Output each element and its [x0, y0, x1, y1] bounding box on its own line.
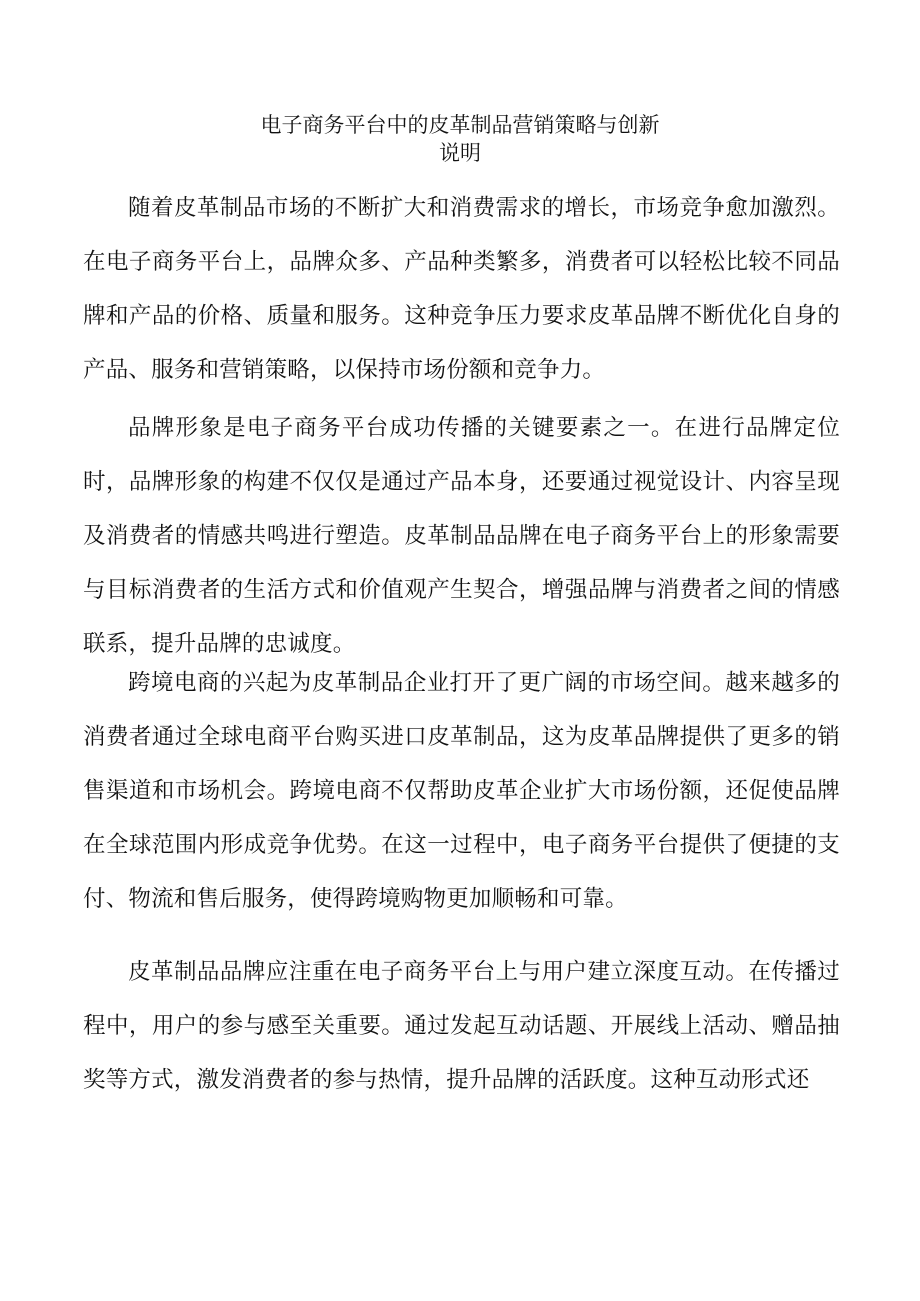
body-paragraph-4: 皮革制品品牌应注重在电子商务平台上与用户建立深度互动。在传播过程中，用户的参与感至关重要。通过发起互动话题、开展线上活动、赠品抽奖等方式，激发消费者的参与热情，提升品牌的活跃度。这种互动形式还 [83, 959, 840, 1093]
document-title: 电子商务平台中的皮革制品营销策略与创新 [260, 113, 660, 137]
body-paragraph-3: 跨境电商的兴起为皮革制品企业打开了更广阔的市场空间。越来越多的消费者通过全球电商平台购买进口皮革制品，这为皮革品牌提供了更多的销售渠道和市场机会。跨境电商不仅帮助皮革企业扩大市场份额，还促使品牌在全球范围内形成竞争优势。在这一过程中，电子商务平台提供了便捷的支付、物流和售后服务，使得跨境购物更加顺畅和可靠。 [83, 670, 840, 912]
document-subtitle: 说明 [439, 141, 481, 165]
body-paragraph-1: 随着皮革制品市场的不断扩大和消费需求的增长，市场竞争愈加激烈。在电子商务平台上，品牌众多、产品种类繁多，消费者可以轻松比较不同品牌和产品的价格、质量和服务。这种竞争压力要求皮革品牌不断优化自身的产品、服务和营销策略，以保持市场份额和竞争力。 [83, 195, 840, 383]
body-paragraph-2: 品牌形象是电子商务平台成功传播的关键要素之一。在进行品牌定位时，品牌形象的构建不仅仅是通过产品本身，还要通过视觉设计、内容呈现及消费者的情感共鸣进行塑造。皮革制品品牌在电子商务平台上的形象需要与目标消费者的生活方式和价值观产生契合，增强品牌与消费者之间的情感联系，提升品牌的忠诚度。 [83, 415, 840, 657]
